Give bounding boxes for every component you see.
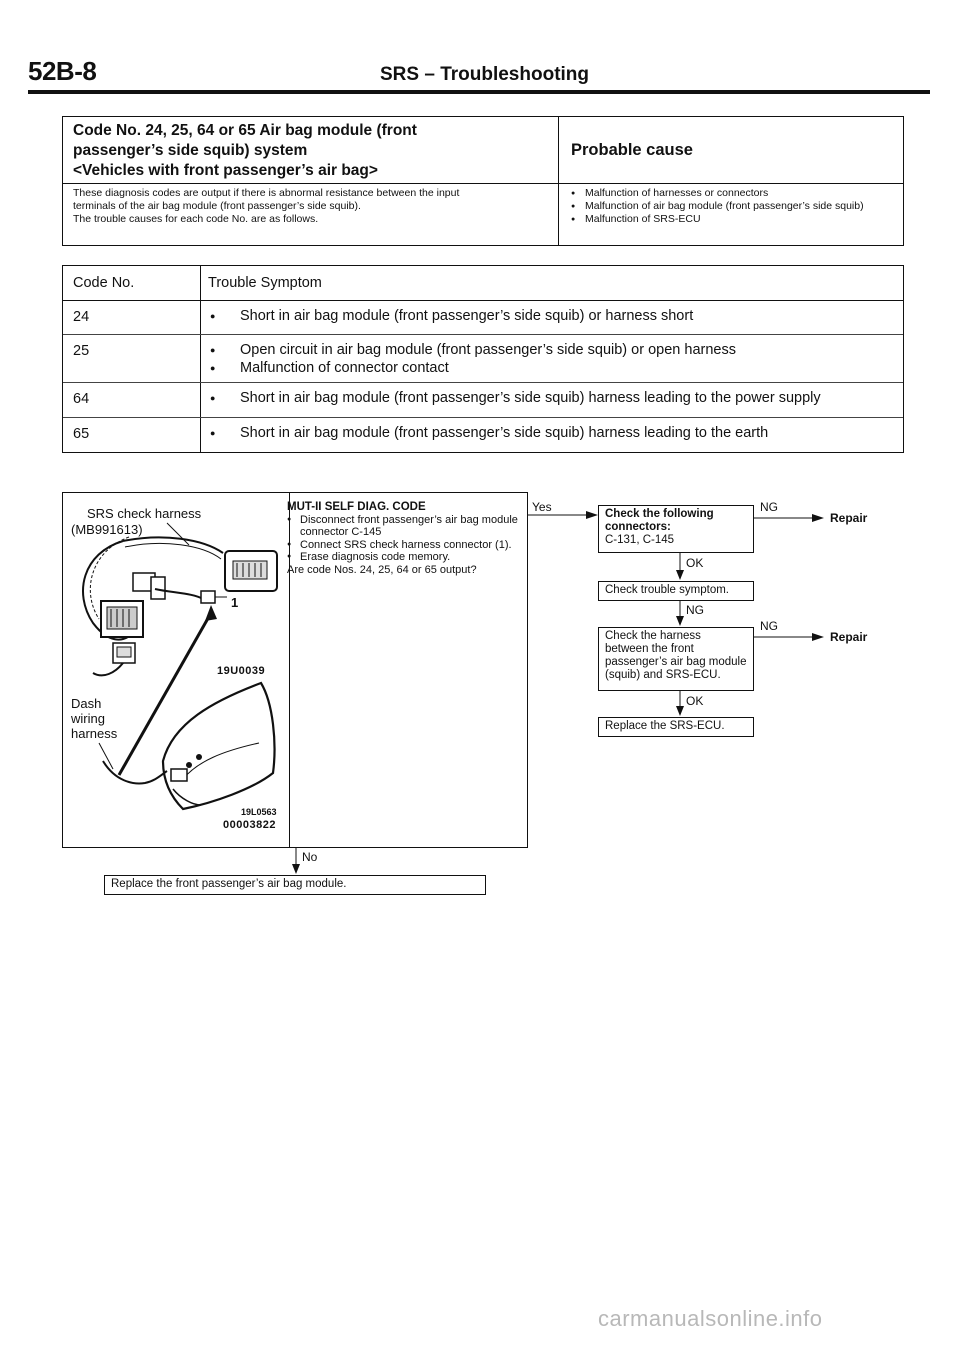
- dash-label-line: Dash: [71, 696, 102, 711]
- description-line-2: terminals of the air bag module (front passenger’s side squib).: [73, 200, 361, 212]
- mut-question: Are code Nos. 24, 25, 64 or 65 output?: [287, 563, 477, 576]
- check-connectors-box: [598, 505, 754, 553]
- cause-item: ● Malfunction of harnesses or connectors: [571, 187, 901, 200]
- mut-step: ● Connect SRS check harness connector (1).: [287, 539, 521, 552]
- figure-ref-code: 19U0039: [217, 665, 266, 677]
- code-number: 24: [73, 309, 90, 325]
- page-title: SRS – Troubleshooting: [380, 64, 590, 85]
- connector-callout: 1: [231, 595, 239, 610]
- code-number: 64: [73, 391, 90, 407]
- ok-label: OK: [686, 556, 704, 570]
- harness-part-number: (MB991613): [71, 522, 143, 537]
- figure-ref-code: 00003822: [223, 819, 276, 831]
- check-connectors-title: Check the following connectors:: [605, 508, 714, 533]
- symptom-item: ● Malfunction of connector contact: [208, 359, 736, 377]
- cause-item: ● Malfunction of SRS-ECU: [571, 213, 901, 226]
- code-number: 65: [73, 426, 90, 442]
- repair-label: Repair: [830, 630, 868, 644]
- description-line-3: The trouble causes for each code No. are as follows.: [73, 213, 319, 225]
- ng-label: NG: [760, 500, 778, 514]
- description-line-1: These diagnosis codes are output if there is abnormal resistance between the input: [73, 187, 460, 199]
- arrow-yes: [586, 511, 598, 519]
- overview-title-line-1: Code No. 24, 25, 64 or 65 Air bag module (front: [73, 122, 417, 139]
- yes-label: Yes: [532, 500, 552, 514]
- overview-title-line-3: <Vehicles with front passenger’s air bag>: [73, 162, 378, 179]
- ok-label: OK: [686, 694, 704, 708]
- check-harness-box: Check the harness between the front passenger’s air bag module (squib) and SRS-ECU.: [598, 627, 754, 691]
- code-number: 25: [73, 343, 90, 359]
- symptom-item: ● Short in air bag module (front passenger’s side squib) harness leading to the earth: [208, 424, 768, 442]
- symptom-item: ● Short in air bag module (front passenger’s side squib) or harness short: [208, 307, 693, 325]
- replace-module-box: Replace the front passenger’s air bag module.: [104, 875, 486, 895]
- ng-label: NG: [686, 603, 704, 617]
- mut-step: ● Disconnect front passenger’s air bag module connector C-145: [287, 514, 521, 539]
- dash-label-line: harness: [71, 726, 118, 741]
- repair-label: Repair: [830, 511, 868, 525]
- harness-label: SRS check harness: [87, 506, 202, 521]
- mut-title: MUT-II SELF DIAG. CODE: [287, 501, 426, 513]
- symptom-item: ● Open circuit in air bag module (front passenger’s side squib) or open harness: [208, 341, 736, 359]
- dash-label-line: wiring: [71, 711, 105, 726]
- page-number: 52B-8: [28, 56, 97, 86]
- probable-cause-heading: Probable cause: [571, 141, 693, 159]
- check-connectors-list: C-131, C-145: [605, 534, 675, 546]
- check-symptom-box: Check trouble symptom.: [598, 581, 754, 601]
- figure-ref-code: 19L0563: [241, 807, 277, 817]
- symptom-item: ● Short in air bag module (front passenger’s side squib) harness leading to the power supply: [208, 389, 821, 407]
- col-header-code: Code No.: [73, 275, 135, 291]
- col-header-symptom: Trouble Symptom: [208, 275, 322, 291]
- watermark: carmanualsonline.info: [598, 1306, 823, 1331]
- cause-item: ● Malfunction of air bag module (front passenger’s side squib): [571, 200, 901, 213]
- no-label: No: [302, 850, 318, 864]
- mut-step: ● Erase diagnosis code memory.: [287, 551, 521, 564]
- overview-title-line-2: passenger’s side squib) system: [73, 142, 308, 159]
- replace-ecu-box: Replace the SRS-ECU.: [598, 717, 754, 737]
- ng-label: NG: [760, 619, 778, 633]
